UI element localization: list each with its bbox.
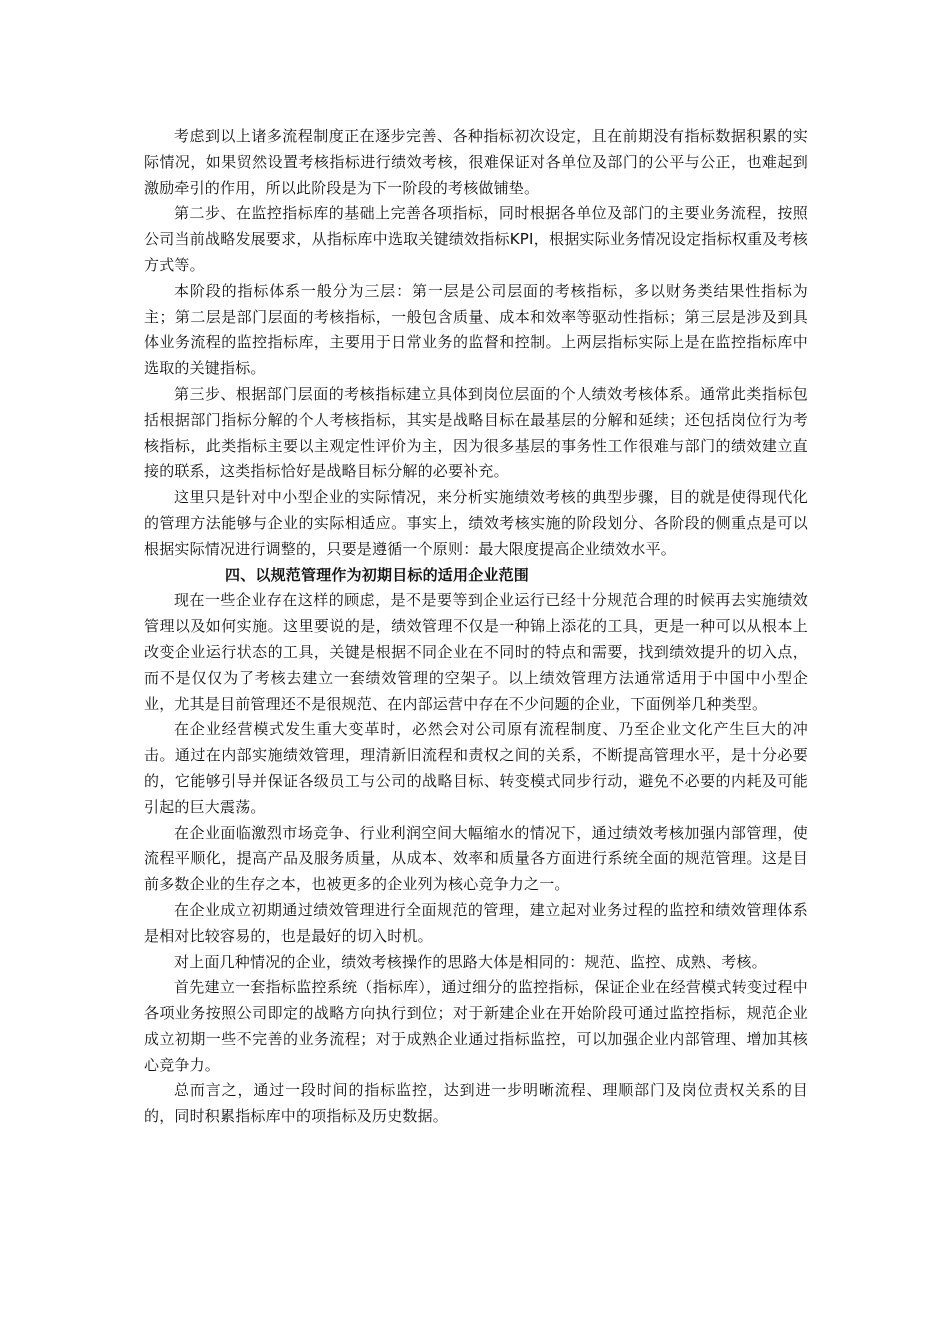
paragraph: 在企业成立初期通过绩效管理进行全面规范的管理，建立起对业务过程的监控和绩效管理体系是相对比较容易的，也是最好的切入时机。: [144, 900, 808, 945]
paragraph: 对上面几种情况的企业，绩效考核操作的思路大体是相同的：规范、监控、成熟、考核。: [174, 952, 767, 971]
paragraph: 本阶段的指标体系一般分为三层：第一层是公司层面的考核指标，多以财务类结果性指标为主；第二层是部门层面的考核指标，一般包含质量、成本和效率等驱动性指标；第三层是涉及到具体业务流程的监控指标库，主要用于日常业务的监督和控制。上两层指标实际上是在监控指标库中选取的关键指标。: [144, 281, 808, 378]
section-heading: 四、以规范管理作为初期目标的适用企业范围: [225, 565, 530, 584]
paragraph: 这里只是针对中小型企业的实际情况，来分析实施绩效考核的典型步骤，目的就是使得现代化的管理方法能够与企业的实际相适应。事实上，绩效考核实施的阶段划分、各阶段的侧重点是可以根据实际情况进行调整的，只要是遵循一个原则：最大限度提高企业绩效水平。: [144, 488, 808, 558]
paragraph: 在企业面临激烈市场竞争、行业利润空间大幅缩水的情况下，通过绩效考核加强内部管理，使流程平顺化，提高产品及服务质量，从成本、效率和质量各方面进行系统全面的规范管理。这是目前多数企业的生存之本，也被更多的企业列为核心竞争力之一。: [144, 823, 808, 894]
document-body: [144, 124, 808, 1130]
paragraph: 首先建立一套指标监控系统（指标库），通过细分的监控指标，保证企业在经营模式转变过程中各项业务按照公司即定的战略方向执行到位；对于新建企业在开始阶段可通过监控指标，规范企业成立初期一些不完善的业务流程；对于成熟企业通过指标监控，可以加强企业内部管理、增加其核心竞争力。: [144, 978, 808, 1074]
paragraph: 现在一些企业存在这样的顾虑，是不是要等到企业运行已经十分规范合理的时候再去实施绩效管理以及如何实施。这里要说的是，绩效管理不仅是一种锦上添花的工具，更是一种可以从根本上改变企业运行状态的工具，关键是根据不同企业在不同时的特点和需要，找到绩效提升的切入点，而不是仅仅为了考核去建立一套绩效管理的空架子。以上绩效管理方法通常适用于中国中小型企业，尤其是目前管理还不是很规范、在内部运营中存在不少问题的企业，下面例举几种类型。: [144, 591, 808, 713]
paragraph: 总而言之，通过一段时间的指标监控，达到进一步明晰流程、理顺部门及岗位责权关系的目的，同时积累指标库中的项指标及历史数据。: [144, 1081, 808, 1126]
paragraph: 在企业经营模式发生重大变革时，必然会对公司原有流程制度、乃至企业文化产生巨大的冲击。通过在内部实施绩效管理，理清新旧流程和责权之间的关系，不断提高管理水平，是十分必要的，它能够引导并保证各级员工与公司的战略目标、转变模式同步行动，避免不必要的内耗及可能引起的巨大震荡。: [144, 720, 808, 816]
paragraph: 第三步、根据部门层面的考核指标建立具体到岗位层面的个人绩效考核体系。通常此类指标包括根据部门指标分解的个人考核指标，其实是战略目标在最基层的分解和延续；还包括岗位行为考核指标，此类指标主要以主观定性评价为主，因为很多基层的事务性工作很难与部门的绩效建立直接的联系，这类指标恰好是战略目标分解的必要补充。: [144, 384, 808, 481]
paragraph: 考虑到以上诸多流程制度正在逐步完善、各种指标初次设定，且在前期没有指标数据积累的实际情况，如果贸然设置考核指标进行绩效考核，很难保证对各单位及部门的公平与公正，也难起到激励牵引的作用，所以此阶段是为下一阶段的考核做铺垫。: [144, 127, 808, 197]
paragraph: 第二步、在监控指标库的基础上完善各项指标，同时根据各单位及部门的主要业务流程，按照公司当前战略发展要求，从指标库中选取关键绩效指标KPI，根据实际业务情况设定指标权重及考核方式等。: [144, 204, 808, 274]
